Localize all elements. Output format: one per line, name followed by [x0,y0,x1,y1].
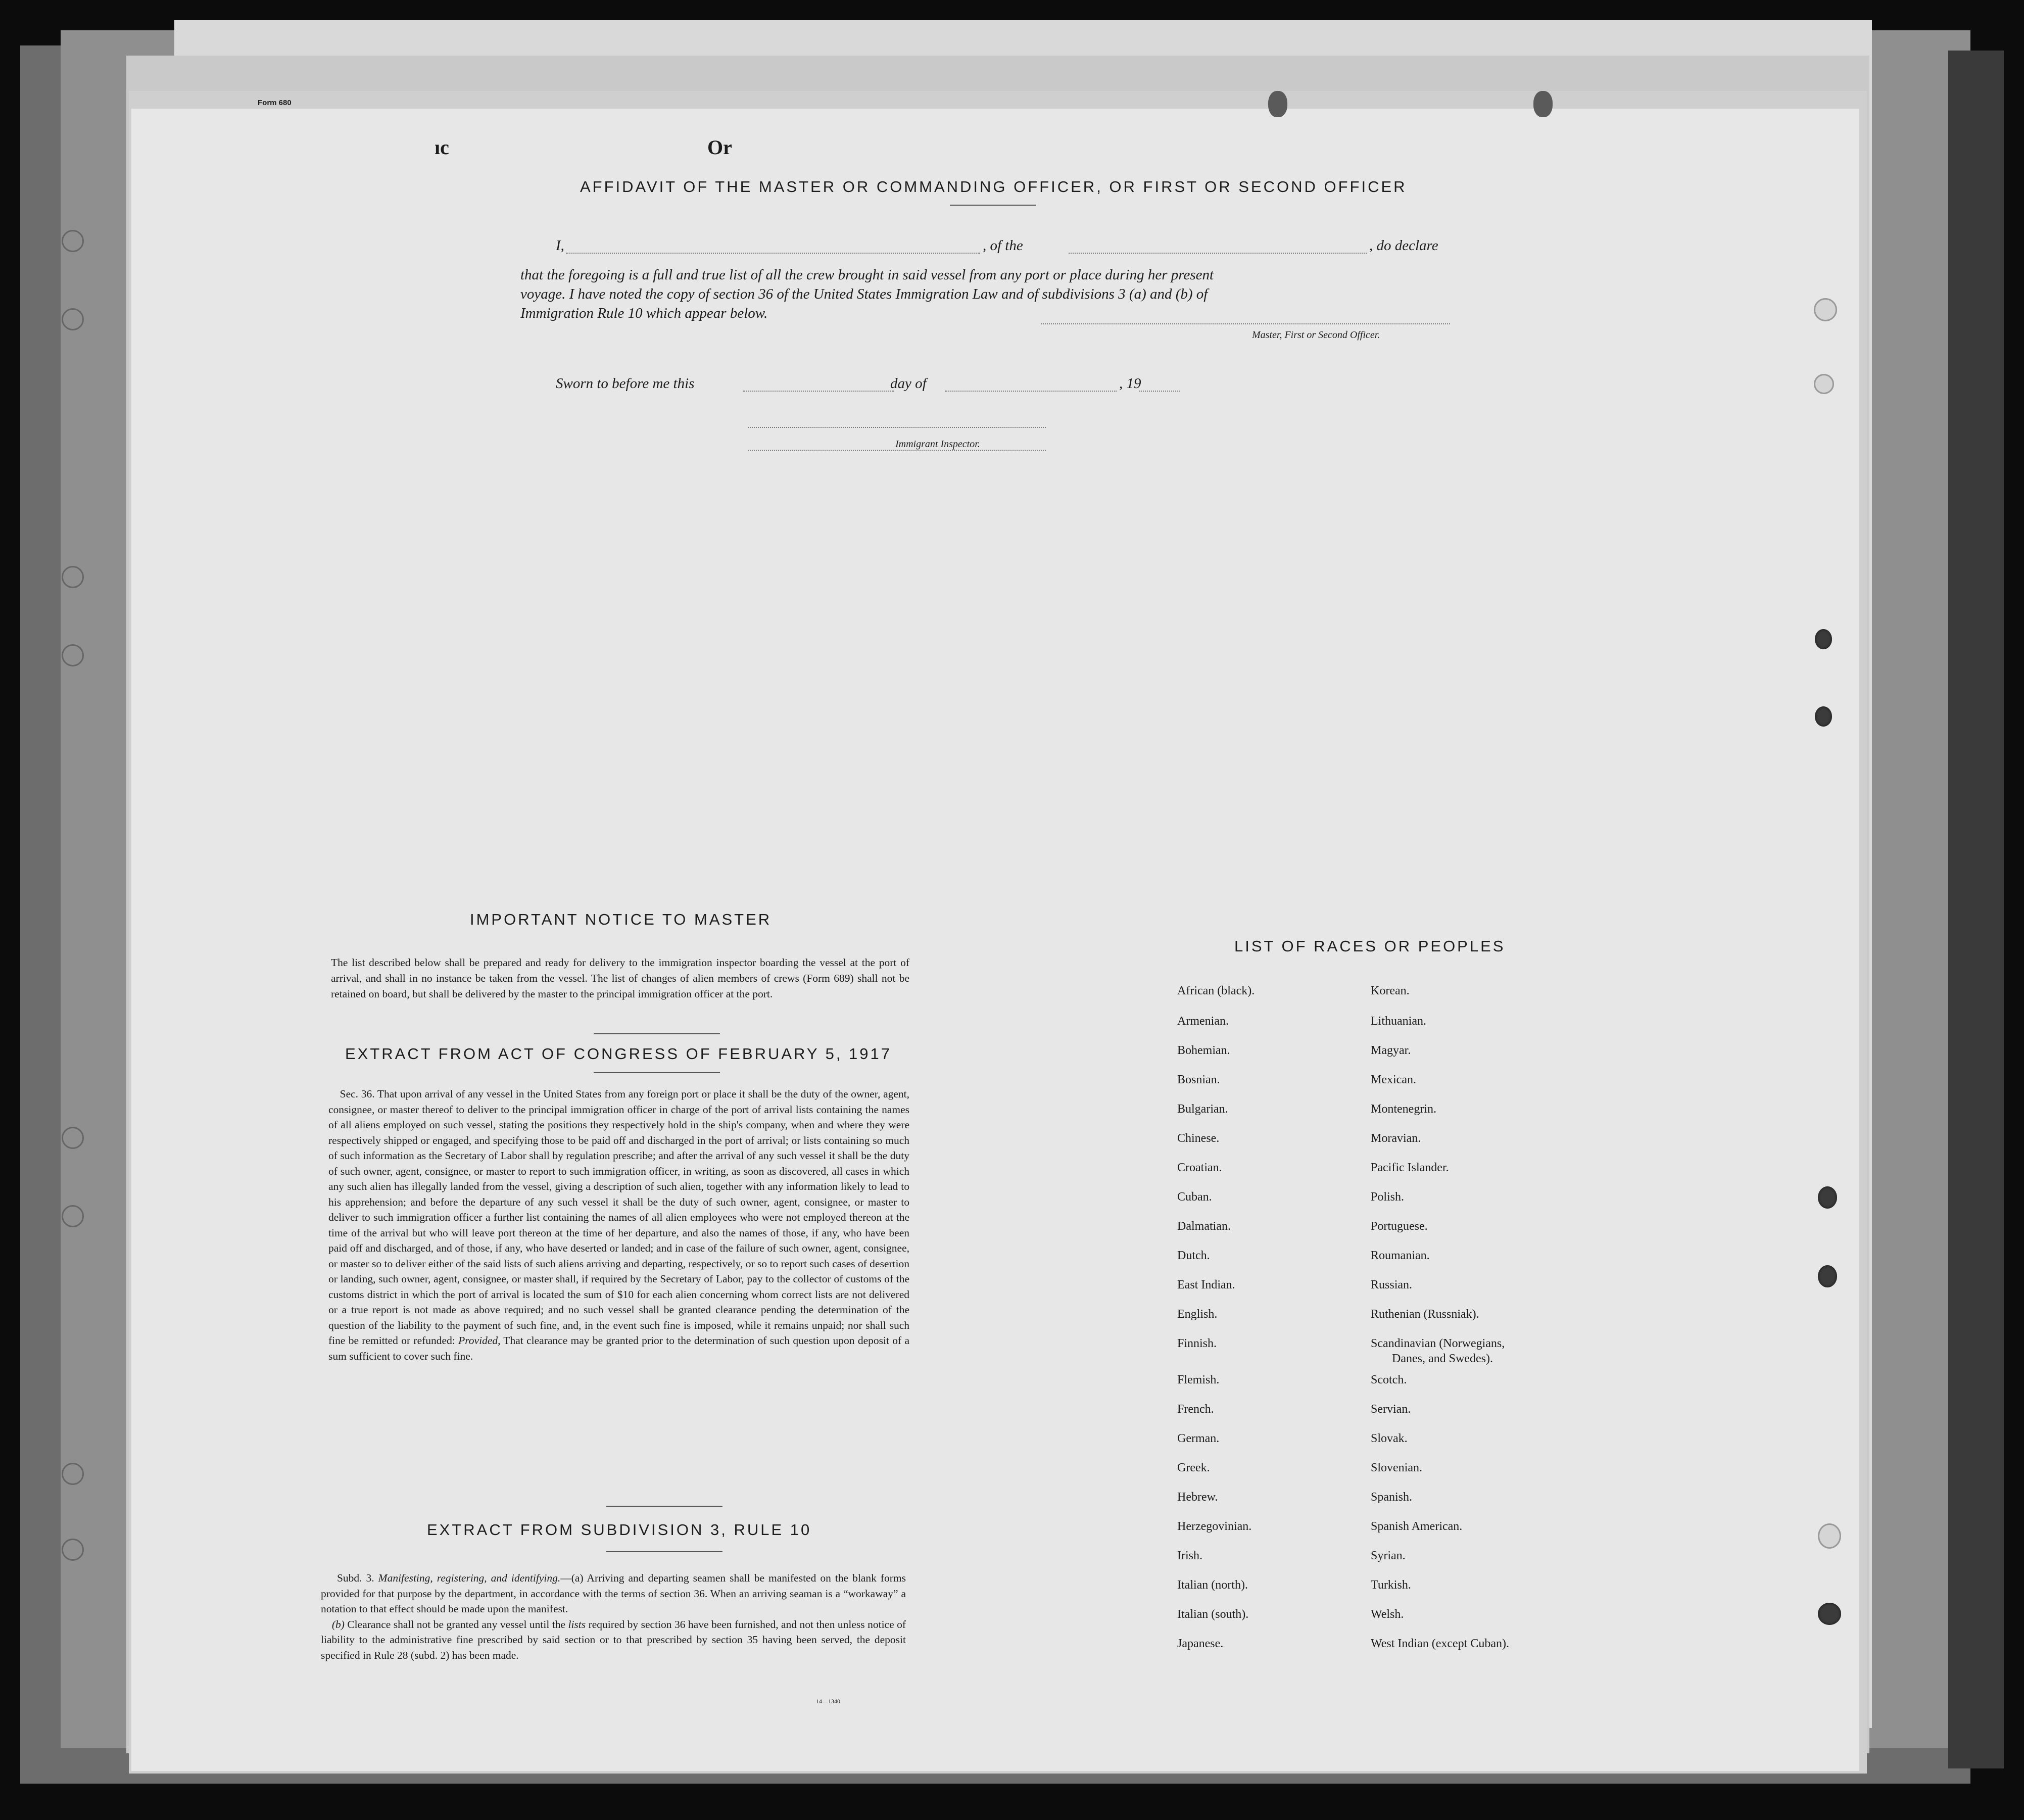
name-blank [566,253,980,254]
rear-page-pin [1268,91,1287,117]
print-code: 14—1340 [816,1698,840,1705]
punch-hole [62,1539,84,1561]
paragraph-b-lists: lists [568,1618,586,1631]
sworn-month-blank [945,391,1117,392]
title-underline [950,205,1036,206]
race-item: African (black). [1177,984,1255,997]
punch-hole [62,1205,84,1227]
race-item: Bosnian. [1177,1073,1220,1086]
paragraph-b-label: (b) [331,1618,345,1631]
binder-edge [1948,51,2004,1768]
affidavit-do-declare: , do declare [1369,237,1438,254]
affidavit-of-the: , of the [983,237,1023,254]
punch-hole [1815,706,1832,727]
punch-hole [1818,1523,1841,1549]
race-item: Spanish. [1371,1491,1413,1504]
title-underline [606,1551,722,1552]
inspector-caption: Immigrant Inspector. [895,439,980,450]
race-item: Japanese. [1177,1637,1224,1650]
section-36-text [328,1086,909,1364]
day-of-text: day of [890,375,927,392]
section-body: That upon arrival of any vessel in the United States from any foreign port or place it shall be the duty of the owner, agent, consignee, or master thereof to deliver to the principal immigration officer in charge of the port of arrival lists containing the names of all aliens employed on such vessel, stating the positions they respectively hold in the ship's company, when and where they were respectively shipped or engaged, and specifying those to be paid off and discharged in the port of arrival; or lists containing so much of such information as the Secretary of Labor shall by regulation prescribe; and after the arrival of any such vessel it shall be the duty of such owner, agent, consignee, or master to report to such immigration officer, in writing, as soon as discovered, all cases in which any such alien has illegally landed from the vessel, giving a description of such alien, together with any information likely to lead to his apprehension; and before the departure of any such vessel it shall be the duty of such owner, agent, consignee, or master to deliver to such immigration officer a further list containing the names of all alien employees who were not employed thereon at the time of the arrival but who will leave port thereon at the time of her departure, and also the names of those, if any, who have been paid off and discharged, and of those, if any, who have deserted or landed; and in case of the failure of such owner, agent, consignee, or master so to deliver either of the said lists of such aliens arriving and departing, respectively, or so to report such cases of desertion or landing, such owner, agent, consignee, or master shall, if required by the Secretary of Labor, pay to the collector of customs of the customs district in which the port of arrival is located the sum of $10 for each alien concerning whom correct lists are not delivered or a true report is not made as above required; and no such vessel shall be granted clearance pending the determination of the question of the liability to the payment of such fine, and, in the event such fine is imposed, while it remains unpaid; nor shall such fine be remitted or refunded: [328,1088,909,1347]
affidavit-text: Immigration Rule 10 which appear below. [520,305,768,321]
provided-term: Provided, [458,1334,501,1347]
punch-hole [1818,1265,1837,1287]
race-item: Italian (north). [1177,1578,1248,1592]
affidavit-text: voyage. I have noted the copy of section 36 of the United States Immigration Law and of subdivisions 3 (a) and (b) of [520,286,1208,302]
races-title: LIST OF RACES OR PEOPLES [1234,937,1506,955]
affidavit-title: AFFIDAVIT OF THE MASTER OR COMMANDING OFFICER, OR FIRST OR SECOND OFFICER [580,178,1407,196]
race-item: German. [1177,1432,1220,1445]
affidavit-text: that the foregoing is a full and true list of all the crew brought in said vessel from any port or place during her present [520,267,1214,283]
race-item: Syrian. [1371,1549,1406,1562]
race-item: Croatian. [1177,1161,1222,1174]
header-fragment: Or [707,136,732,159]
affidavit-i: I, [556,237,564,254]
race-item: Welsh. [1371,1608,1404,1621]
punch-hole [1818,1186,1837,1209]
race-item: Irish. [1177,1549,1202,1562]
race-item: Bulgarian. [1177,1103,1228,1116]
race-item: Finnish. [1177,1337,1217,1350]
section-label: Sec. 36. [340,1088,375,1100]
race-item: Bohemian. [1177,1044,1230,1057]
inspector-signature-line [748,427,1046,428]
punch-hole [1815,629,1832,649]
race-item: Servian. [1371,1403,1411,1416]
race-item-continuation: Danes, and Swedes). [1392,1352,1493,1365]
race-item: Portuguese. [1371,1220,1428,1233]
document-page [131,109,1859,1771]
sworn-day-blank [743,391,894,392]
race-item: Armenian. [1177,1015,1229,1028]
race-item: Korean. [1371,984,1410,997]
form-number: Form 680 [258,99,292,107]
race-item: Mexican. [1371,1073,1416,1086]
race-item: Herzegovinian. [1177,1520,1252,1533]
vessel-blank [1069,253,1367,254]
race-item: Roumanian. [1371,1249,1430,1262]
race-item: Chinese. [1177,1132,1220,1145]
race-item: French. [1177,1403,1214,1416]
section-divider [594,1033,720,1034]
race-item: Cuban. [1177,1190,1212,1204]
subdivision-label: Subd. 3. [336,1572,374,1584]
sworn-text: Sworn to before me this [556,375,695,392]
race-item: Slovak. [1371,1432,1408,1445]
race-item: Scandinavian (Norwegians, [1371,1337,1505,1350]
race-item: Italian (south). [1177,1608,1249,1621]
punch-hole [1814,298,1837,321]
notice-body: The list described below shall be prepared and ready for delivery to the immigration inspector boarding the vessel at the port of arrival, and shall in no instance be taken from the vessel. The list of changes of alien members of crews (Form 689) shall not be retained on board, but shall be delivered by the master to the principal immigration officer at the port. [331,956,909,1000]
race-item: Polish. [1371,1190,1405,1204]
notice-title: IMPORTANT NOTICE TO MASTER [470,911,772,928]
punch-hole [62,1463,84,1485]
section-tail: That clearance may be granted prior to the determination of such question upon deposit of a sum sufficient to cover such fine. [328,1334,909,1362]
rear-page-pin [1533,91,1553,117]
race-item: Greek. [1177,1461,1210,1474]
punch-hole [62,566,84,588]
subdivision-heading: Manifesting, registering, and identifying. [378,1572,561,1584]
punch-hole [62,1127,84,1149]
section-divider [606,1506,722,1507]
race-item: Spanish American. [1371,1520,1463,1533]
race-item: Magyar. [1371,1044,1411,1057]
paragraph-a: —(a) Arriving and departing seamen shall be manifested on the blank forms provided for that purpose by the department, in accordance with the terms of section 36. When an arriving seaman is a “workaway” a notation to that effect should be made upon the manifest. [321,1572,906,1615]
title-underline [594,1072,720,1073]
race-item: Lithuanian. [1371,1015,1426,1028]
race-item: Moravian. [1371,1132,1421,1145]
year-text: , 19 [1119,375,1141,392]
race-item: Dutch. [1177,1249,1210,1262]
race-item: Slovenian. [1371,1461,1422,1474]
master-caption: Master, First or Second Officer. [1252,329,1380,341]
punch-hole [62,308,84,330]
race-item: East Indian. [1177,1278,1235,1291]
race-item: English. [1177,1308,1218,1321]
punch-hole [1818,1603,1841,1625]
extract-rule-title: EXTRACT FROM SUBDIVISION 3, RULE 10 [427,1521,812,1539]
paragraph-b-part2: required by section 36 have been furnished, and not then unless notice of liability to the administrative fine prescribed by said section or to that prescribed by section 35 having been served, the deposit specified in Rule 28 (subd. 2) has been made. [321,1618,906,1661]
race-item: Montenegrin. [1371,1103,1436,1116]
subdivision-3-text [321,1570,906,1663]
race-item: Pacific Islander. [1371,1161,1449,1174]
race-item: Turkish. [1371,1578,1411,1592]
race-item: Dalmatian. [1177,1220,1231,1233]
race-item: Flemish. [1177,1373,1220,1386]
header-fragment: ıc [435,136,449,159]
race-item: Russian. [1371,1278,1413,1291]
signature-line [1041,323,1450,324]
year-blank [1139,391,1180,392]
punch-hole [62,644,84,666]
punch-hole [62,230,84,252]
race-item: Hebrew. [1177,1491,1218,1504]
race-item: Ruthenian (Russniak). [1371,1308,1479,1321]
race-item: West Indian (except Cuban). [1371,1637,1509,1650]
race-item: Scotch. [1371,1373,1407,1386]
punch-hole [1814,374,1834,394]
extract-act-title: EXTRACT FROM ACT OF CONGRESS OF FEBRUARY 5, 1917 [345,1045,892,1063]
paragraph-b-part1: Clearance shall not be granted any vessel until the [347,1618,566,1631]
